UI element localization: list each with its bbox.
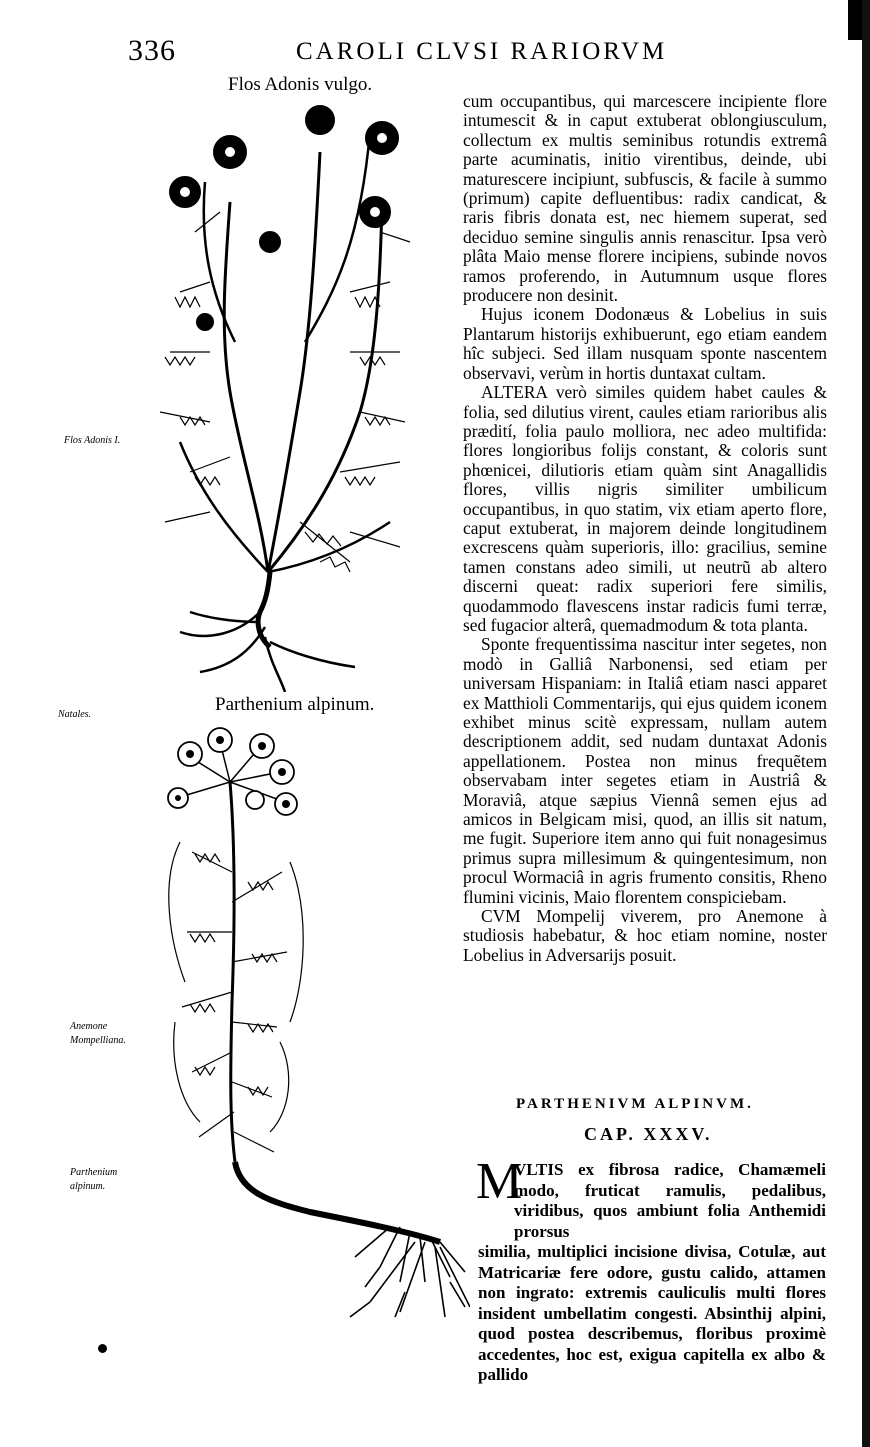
figure-caption-adonis: Flos Adonis vulgo. <box>228 74 373 95</box>
chapter-label: CAP. XXXV. <box>584 1124 713 1144</box>
chapter-lead-text: VLTIS ex fibrosa radice, Chamæmeli modo, fruticat ramulis, pedalibus, viridibus, quos ambiunt folia Anthemidi prorsus <box>514 1160 826 1241</box>
paragraph: Hujus iconem Dodonæus & Lobelius in suis Plantarum historijs exhibuerunt, ego etiam eandem hîc subjeci. Sed illam nusquam sponte nascentem observavi, verùm in hortis duntaxat cultam. <box>463 304 827 383</box>
figure-caption-parthenium: Parthenium alpinum. <box>215 694 375 715</box>
page-number: 336 <box>128 34 176 67</box>
paragraph: ALTERA verò similes quidem habet caules & folia, sed dilutius virent, caules etiam rarioribus alis prædití, folia paulo molliora, nec adeo multifida: flores longioribus folijs constant, & coloris sunt phœnicei, dilutioris etiam quàm sint Anagallidis flores, villis nigris similiter umbilicum occupantibus, in quo statim, vix etiam aperto flore, caput extuberat, in majorem deinde longitudinem excrescens quàm superioris, illo: gracilius, semine tamen constans adeo simili, ut neutrũ ab altero discerni queat: radix superiori fere similis, quodammodo flavescens instar radicis fumi terræ, sed fugacior alterâ, quemadmodum & tota planta. <box>463 382 827 635</box>
page-header <box>0 32 870 72</box>
body-text-column <box>463 92 827 965</box>
parthenium-alpinum-woodcut <box>140 722 470 1362</box>
running-head: CAROLI CLVSI RARIORVM <box>296 38 668 65</box>
ink-blot <box>98 1344 107 1353</box>
chapter-text <box>476 1153 826 1386</box>
paragraph: cum occupantibus, qui marcescere incipiente flore intumescit & in caput extuberat oblongiusculum, collectum ex multis seminibus rotundis extremâ parte acuminatis, initio virentibus, deinde, ubi maturescere incipiunt, subfuscis, & facile à summo (primum) capite defluentibus: radix candicat, & raris fibris donata est, nec hiemem superat, sed deciduo semine singulis annis renascitur. Ipsa verò plâta Maio mense florere incipiens, subinde novos ramos proferendo, in Autumnum usque flores producere non desinit. <box>463 91 827 306</box>
drop-cap: M <box>476 1153 523 1210</box>
margin-note-flos-adonis: Flos Adonis I. <box>64 435 121 446</box>
margin-note-anemone: Anemone Mompelliana. <box>70 1021 126 1046</box>
flos-adonis-woodcut <box>120 92 450 692</box>
paragraph: Sponte frequentissima nascitur inter segetes, non modò in Galliâ Narbonensi, sed etiam per universam Hispaniam: in Italiâ etiam nasci apparet ex Matthioli Commentarijs, qui ejus quidem iconem exhibet minus scitè expressam, nullam autem descriptionem addit, sed nudam duntaxat Adonis appellationem. Postea non minus frequẽtem observabam inter segetes etiam in Austriâ & Moraviâ, atque sæpius Viennâ semen ejus ad amicos in Belgicam misi, quod, an illis sit natum, me fugit. Superiore item anno qui fuit nonagesimus primus supra millesimum & quingentesimum, non procul Wormaciâ in agris frumento consitis, Rheno flumini vicinis, Maio florentem conspiciebam. <box>463 634 827 907</box>
paragraph: CVM Mompelij viverem, pro Anemone à studiosis habebatur, & hoc etiam nomine, noster Lobelius in Adversarijs posuit. <box>463 906 827 965</box>
section-title: PARTHENIVM ALPINVM. <box>516 1096 754 1112</box>
chapter-rest-text: similia, multiplici incisione divisa, Cotulæ, aut Matricariæ fere odore, gustu calido, attamen non ingrato: extremis cauliculis multi flores insident umbellatim congesti. Absinthij alpini, quod postea describemus, floribus proximè accedentes, hoc est, exigua capitella ex albo & pallido <box>478 1242 826 1384</box>
scan-edge-right <box>862 0 870 1447</box>
margin-note-natales: Natales. <box>58 709 92 720</box>
margin-note-parthenium: Parthenium alpinum. <box>70 1167 118 1192</box>
